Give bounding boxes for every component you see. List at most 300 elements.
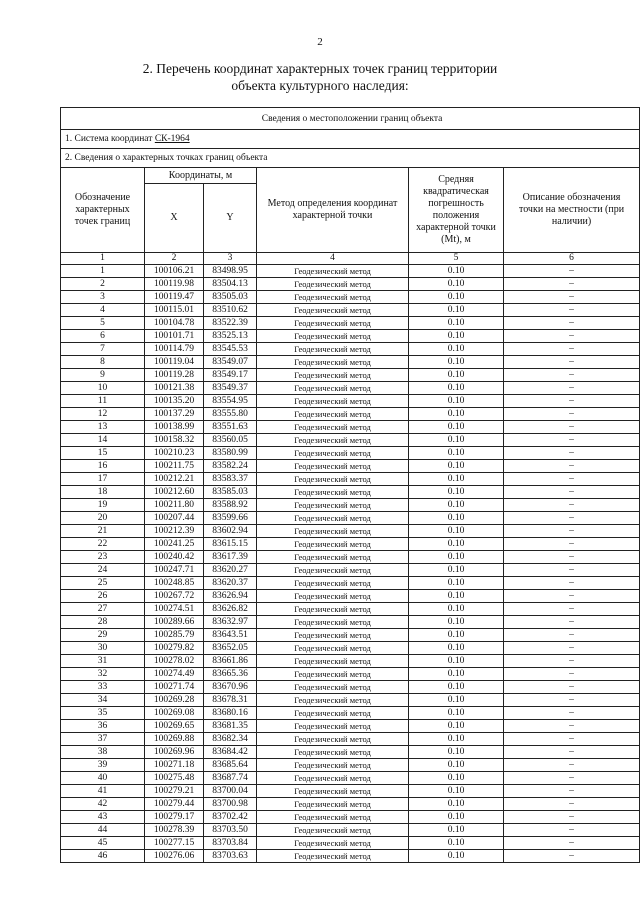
y-value: 83632.97 — [204, 616, 257, 629]
x-value: 100106.21 — [145, 265, 204, 278]
y-value: 83682.34 — [204, 733, 257, 746]
description-value: – — [504, 538, 640, 551]
table-row — [61, 668, 640, 681]
error-value: 0.10 — [409, 694, 504, 707]
method-value: Геодезический метод — [257, 694, 409, 707]
error-value: 0.10 — [409, 265, 504, 278]
method-value: Геодезический метод — [257, 304, 409, 317]
method-value: Геодезический метод — [257, 707, 409, 720]
error-value: 0.10 — [409, 421, 504, 434]
x-value: 100212.60 — [145, 486, 204, 499]
method-value: Геодезический метод — [257, 278, 409, 291]
description-value: – — [504, 512, 640, 525]
header-description: Описание обозначения точки на местности (при наличии) — [504, 168, 640, 253]
y-value: 83602.94 — [204, 525, 257, 538]
point-number: 3 — [61, 291, 145, 304]
table-row — [61, 278, 640, 291]
point-number: 2 — [61, 278, 145, 291]
y-value: 83582.24 — [204, 460, 257, 473]
method-value: Геодезический метод — [257, 486, 409, 499]
description-value: – — [504, 473, 640, 486]
y-value: 83685.64 — [204, 759, 257, 772]
point-number: 13 — [61, 421, 145, 434]
method-value: Геодезический метод — [257, 642, 409, 655]
error-value: 0.10 — [409, 811, 504, 824]
point-number: 10 — [61, 382, 145, 395]
error-value: 0.10 — [409, 824, 504, 837]
header-x: X — [145, 184, 204, 253]
point-number: 40 — [61, 772, 145, 785]
y-value: 83617.39 — [204, 551, 257, 564]
error-value: 0.10 — [409, 395, 504, 408]
error-value: 0.10 — [409, 356, 504, 369]
method-value: Геодезический метод — [257, 291, 409, 304]
error-value: 0.10 — [409, 382, 504, 395]
method-value: Геодезический метод — [257, 551, 409, 564]
point-number: 7 — [61, 343, 145, 356]
error-value: 0.10 — [409, 603, 504, 616]
description-value: – — [504, 525, 640, 538]
table-row — [61, 330, 640, 343]
table-row — [61, 265, 640, 278]
y-value: 83599.66 — [204, 512, 257, 525]
y-value: 83551.63 — [204, 421, 257, 434]
table-row — [61, 785, 640, 798]
method-value: Геодезический метод — [257, 811, 409, 824]
y-value: 83626.94 — [204, 590, 257, 603]
point-number: 26 — [61, 590, 145, 603]
table-row — [61, 317, 640, 330]
table-row — [61, 759, 640, 772]
table-row — [61, 603, 640, 616]
description-value: – — [504, 330, 640, 343]
x-value: 100269.65 — [145, 720, 204, 733]
header-y: Y — [204, 184, 257, 253]
method-value: Геодезический метод — [257, 577, 409, 590]
method-value: Геодезический метод — [257, 512, 409, 525]
method-value: Геодезический метод — [257, 447, 409, 460]
error-value: 0.10 — [409, 525, 504, 538]
table-row — [61, 434, 640, 447]
method-value: Геодезический метод — [257, 772, 409, 785]
y-value: 83703.50 — [204, 824, 257, 837]
point-number: 31 — [61, 655, 145, 668]
x-value: 100101.71 — [145, 330, 204, 343]
description-value: – — [504, 343, 640, 356]
method-value: Геодезический метод — [257, 798, 409, 811]
method-value: Геодезический метод — [257, 434, 409, 447]
error-value: 0.10 — [409, 720, 504, 733]
error-value: 0.10 — [409, 785, 504, 798]
table-row — [61, 655, 640, 668]
header-point: Обозначение характерных точек границ — [61, 168, 145, 253]
method-value: Геодезический метод — [257, 473, 409, 486]
table-row — [61, 681, 640, 694]
point-number: 35 — [61, 707, 145, 720]
method-value: Геодезический метод — [257, 837, 409, 850]
error-value: 0.10 — [409, 642, 504, 655]
x-value: 100269.08 — [145, 707, 204, 720]
x-value: 100207.44 — [145, 512, 204, 525]
method-value: Геодезический метод — [257, 733, 409, 746]
x-value: 100279.82 — [145, 642, 204, 655]
description-value: – — [504, 603, 640, 616]
x-value: 100119.04 — [145, 356, 204, 369]
y-value: 83549.37 — [204, 382, 257, 395]
error-value: 0.10 — [409, 564, 504, 577]
method-value: Геодезический метод — [257, 746, 409, 759]
method-value: Геодезический метод — [257, 616, 409, 629]
error-value: 0.10 — [409, 759, 504, 772]
header-coords: Координаты, м — [145, 168, 257, 184]
x-value: 100210.23 — [145, 447, 204, 460]
point-number: 22 — [61, 538, 145, 551]
point-number: 42 — [61, 798, 145, 811]
table-row — [61, 850, 640, 863]
point-number: 43 — [61, 811, 145, 824]
table-row — [61, 720, 640, 733]
error-value: 0.10 — [409, 499, 504, 512]
method-value: Геодезический метод — [257, 603, 409, 616]
description-value: – — [504, 694, 640, 707]
table-row — [61, 629, 640, 642]
table-row — [61, 694, 640, 707]
method-value: Геодезический метод — [257, 356, 409, 369]
table-row — [61, 460, 640, 473]
y-value: 83700.04 — [204, 785, 257, 798]
y-value: 83703.84 — [204, 837, 257, 850]
y-value: 83545.53 — [204, 343, 257, 356]
table-row — [61, 486, 640, 499]
y-value: 83620.37 — [204, 577, 257, 590]
x-value: 100269.88 — [145, 733, 204, 746]
table-row — [61, 824, 640, 837]
point-number: 34 — [61, 694, 145, 707]
point-number: 24 — [61, 564, 145, 577]
method-value: Геодезический метод — [257, 265, 409, 278]
column-number: 4 — [257, 253, 409, 265]
description-value: – — [504, 447, 640, 460]
table-row — [61, 590, 640, 603]
coordinates-table — [60, 107, 640, 863]
y-value: 83580.99 — [204, 447, 257, 460]
table-row — [61, 512, 640, 525]
table-row — [61, 447, 640, 460]
y-value: 83585.03 — [204, 486, 257, 499]
method-value: Геодезический метод — [257, 317, 409, 330]
method-value: Геодезический метод — [257, 590, 409, 603]
y-value: 83549.07 — [204, 356, 257, 369]
table-row — [61, 746, 640, 759]
description-value: – — [504, 395, 640, 408]
table-row — [61, 837, 640, 850]
error-value: 0.10 — [409, 707, 504, 720]
y-value: 83703.63 — [204, 850, 257, 863]
point-number: 19 — [61, 499, 145, 512]
description-value: – — [504, 681, 640, 694]
section-points-info: 2. Сведения о характерных точках границ объекта — [61, 149, 640, 168]
y-value: 83560.05 — [204, 434, 257, 447]
error-value: 0.10 — [409, 317, 504, 330]
x-value: 100279.44 — [145, 798, 204, 811]
table-caption: Сведения о местоположении границ объекта — [61, 108, 640, 130]
y-value: 83678.31 — [204, 694, 257, 707]
x-value: 100119.47 — [145, 291, 204, 304]
y-value: 83665.36 — [204, 668, 257, 681]
description-value: – — [504, 278, 640, 291]
x-value: 100119.98 — [145, 278, 204, 291]
column-numbers-row — [61, 253, 640, 265]
point-number: 44 — [61, 824, 145, 837]
description-value: – — [504, 759, 640, 772]
error-value: 0.10 — [409, 278, 504, 291]
description-value: – — [504, 408, 640, 421]
x-value: 100274.51 — [145, 603, 204, 616]
description-value: – — [504, 785, 640, 798]
description-value: – — [504, 590, 640, 603]
method-value: Геодезический метод — [257, 395, 409, 408]
method-value: Геодезический метод — [257, 629, 409, 642]
y-value: 83522.39 — [204, 317, 257, 330]
x-value: 100137.29 — [145, 408, 204, 421]
error-value: 0.10 — [409, 473, 504, 486]
point-number: 23 — [61, 551, 145, 564]
point-number: 5 — [61, 317, 145, 330]
point-number: 45 — [61, 837, 145, 850]
error-value: 0.10 — [409, 577, 504, 590]
x-value: 100104.78 — [145, 317, 204, 330]
description-value: – — [504, 291, 640, 304]
y-value: 83504.13 — [204, 278, 257, 291]
x-value: 100158.32 — [145, 434, 204, 447]
x-value: 100138.99 — [145, 421, 204, 434]
point-number: 17 — [61, 473, 145, 486]
description-value: – — [504, 707, 640, 720]
table-row — [61, 733, 640, 746]
description-value: – — [504, 837, 640, 850]
y-value: 83643.51 — [204, 629, 257, 642]
error-value: 0.10 — [409, 681, 504, 694]
error-value: 0.10 — [409, 590, 504, 603]
error-value: 0.10 — [409, 460, 504, 473]
table-row — [61, 642, 640, 655]
description-value: – — [504, 642, 640, 655]
y-value: 83700.98 — [204, 798, 257, 811]
error-value: 0.10 — [409, 837, 504, 850]
point-number: 15 — [61, 447, 145, 460]
table-row — [61, 382, 640, 395]
description-value: – — [504, 733, 640, 746]
description-value: – — [504, 850, 640, 863]
x-value: 100285.79 — [145, 629, 204, 642]
point-number: 12 — [61, 408, 145, 421]
table-row — [61, 395, 640, 408]
description-value: – — [504, 629, 640, 642]
y-value: 83670.96 — [204, 681, 257, 694]
column-number: 5 — [409, 253, 504, 265]
method-value: Геодезический метод — [257, 655, 409, 668]
table-row — [61, 304, 640, 317]
table-row — [61, 291, 640, 304]
point-number: 38 — [61, 746, 145, 759]
point-number: 18 — [61, 486, 145, 499]
point-number: 32 — [61, 668, 145, 681]
error-value: 0.10 — [409, 746, 504, 759]
description-value: – — [504, 499, 640, 512]
point-number: 30 — [61, 642, 145, 655]
method-value: Геодезический метод — [257, 850, 409, 863]
error-value: 0.10 — [409, 447, 504, 460]
point-number: 4 — [61, 304, 145, 317]
method-value: Геодезический метод — [257, 408, 409, 421]
description-value: – — [504, 616, 640, 629]
x-value: 100278.39 — [145, 824, 204, 837]
method-value: Геодезический метод — [257, 720, 409, 733]
y-value: 83687.74 — [204, 772, 257, 785]
point-number: 11 — [61, 395, 145, 408]
x-value: 100240.42 — [145, 551, 204, 564]
y-value: 83588.92 — [204, 499, 257, 512]
method-value: Геодезический метод — [257, 525, 409, 538]
x-value: 100241.25 — [145, 538, 204, 551]
coordinate-system-name: СК-1964 — [154, 134, 190, 144]
table-row — [61, 356, 640, 369]
y-value: 83684.42 — [204, 746, 257, 759]
method-value: Геодезический метод — [257, 343, 409, 356]
method-value: Геодезический метод — [257, 460, 409, 473]
x-value: 100279.21 — [145, 785, 204, 798]
table-row — [61, 564, 640, 577]
description-value: – — [504, 564, 640, 577]
table-row — [61, 499, 640, 512]
x-value: 100276.06 — [145, 850, 204, 863]
y-value: 83620.27 — [204, 564, 257, 577]
x-value: 100121.38 — [145, 382, 204, 395]
method-value: Геодезический метод — [257, 824, 409, 837]
method-value: Геодезический метод — [257, 369, 409, 382]
point-number: 21 — [61, 525, 145, 538]
x-value: 100275.48 — [145, 772, 204, 785]
description-value: – — [504, 746, 640, 759]
x-value: 100267.72 — [145, 590, 204, 603]
description-value: – — [504, 811, 640, 824]
point-number: 9 — [61, 369, 145, 382]
method-value: Геодезический метод — [257, 499, 409, 512]
table-row — [61, 408, 640, 421]
table-row — [61, 551, 640, 564]
page-title — [100, 60, 540, 94]
y-value: 83652.05 — [204, 642, 257, 655]
table-row — [61, 538, 640, 551]
y-value: 83583.37 — [204, 473, 257, 486]
y-value: 83661.86 — [204, 655, 257, 668]
x-value: 100212.21 — [145, 473, 204, 486]
error-value: 0.10 — [409, 798, 504, 811]
x-value: 100271.74 — [145, 681, 204, 694]
table-row — [61, 772, 640, 785]
y-value: 83498.95 — [204, 265, 257, 278]
point-number: 28 — [61, 616, 145, 629]
point-number: 1 — [61, 265, 145, 278]
method-value: Геодезический метод — [257, 382, 409, 395]
error-value: 0.10 — [409, 408, 504, 421]
error-value: 0.10 — [409, 668, 504, 681]
y-value: 83626.82 — [204, 603, 257, 616]
point-number: 36 — [61, 720, 145, 733]
column-number: 2 — [145, 253, 204, 265]
description-value: – — [504, 265, 640, 278]
point-number: 14 — [61, 434, 145, 447]
error-value: 0.10 — [409, 616, 504, 629]
page-number: 2 — [317, 36, 323, 48]
error-value: 0.10 — [409, 486, 504, 499]
header-method: Метод определения координат характерной точки — [257, 168, 409, 253]
y-value: 83510.62 — [204, 304, 257, 317]
description-value: – — [504, 720, 640, 733]
error-value: 0.10 — [409, 291, 504, 304]
point-number: 27 — [61, 603, 145, 616]
point-number: 25 — [61, 577, 145, 590]
x-value: 100211.80 — [145, 499, 204, 512]
point-number: 39 — [61, 759, 145, 772]
table-row — [61, 421, 640, 434]
column-number: 6 — [504, 253, 640, 265]
y-value: 83702.42 — [204, 811, 257, 824]
description-value: – — [504, 434, 640, 447]
description-value: – — [504, 304, 640, 317]
description-value: – — [504, 317, 640, 330]
x-value: 100271.18 — [145, 759, 204, 772]
x-value: 100248.85 — [145, 577, 204, 590]
description-value: – — [504, 772, 640, 785]
error-value: 0.10 — [409, 655, 504, 668]
table-row — [61, 369, 640, 382]
description-value: – — [504, 655, 640, 668]
method-value: Геодезический метод — [257, 759, 409, 772]
description-value: – — [504, 421, 640, 434]
y-value: 83554.95 — [204, 395, 257, 408]
table-row — [61, 343, 640, 356]
point-number: 8 — [61, 356, 145, 369]
y-value: 83525.13 — [204, 330, 257, 343]
section-1-label: 1. Система координат — [65, 134, 155, 144]
table-row — [61, 707, 640, 720]
description-value: – — [504, 382, 640, 395]
description-value: – — [504, 486, 640, 499]
table-row — [61, 811, 640, 824]
method-value: Геодезический метод — [257, 330, 409, 343]
x-value: 100212.39 — [145, 525, 204, 538]
x-value: 100279.17 — [145, 811, 204, 824]
description-value: – — [504, 824, 640, 837]
y-value: 83555.80 — [204, 408, 257, 421]
x-value: 100274.49 — [145, 668, 204, 681]
x-value: 100269.28 — [145, 694, 204, 707]
method-value: Геодезический метод — [257, 668, 409, 681]
description-value: – — [504, 460, 640, 473]
point-number: 16 — [61, 460, 145, 473]
error-value: 0.10 — [409, 434, 504, 447]
x-value: 100115.01 — [145, 304, 204, 317]
x-value: 100278.02 — [145, 655, 204, 668]
error-value: 0.10 — [409, 772, 504, 785]
error-value: 0.10 — [409, 850, 504, 863]
point-number: 46 — [61, 850, 145, 863]
description-value: – — [504, 798, 640, 811]
error-value: 0.10 — [409, 369, 504, 382]
x-value: 100247.71 — [145, 564, 204, 577]
x-value: 100289.66 — [145, 616, 204, 629]
